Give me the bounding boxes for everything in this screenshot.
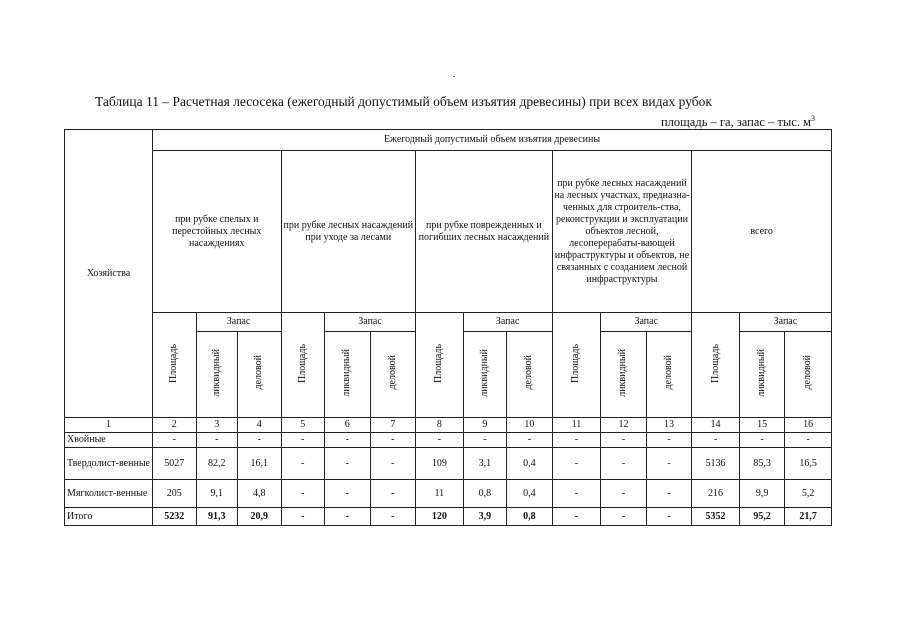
table-cell: 205 [153, 480, 197, 508]
liquid-header [739, 332, 785, 418]
liquid-header [463, 332, 507, 418]
business-header-label: деловой [663, 355, 675, 390]
row-name: Хвойные [65, 433, 153, 448]
liquid-header [325, 332, 371, 418]
group-header-thinning: при рубке лесных насаждений при уходе за лесами [281, 151, 416, 313]
table-cell: - [370, 508, 416, 526]
scan-speck [453, 76, 455, 77]
harvest-table [64, 129, 832, 526]
table-cell: 0,4 [507, 448, 553, 480]
table-cell: - [601, 448, 647, 480]
table-cell: - [646, 480, 692, 508]
table-cell: 5232 [153, 508, 197, 526]
table-cell: - [646, 448, 692, 480]
stock-header: Запас [196, 313, 281, 332]
table-cell: 5352 [692, 508, 740, 526]
table-cell: 91,3 [196, 508, 237, 526]
table-cell: - [552, 448, 601, 480]
table-cell: 0,8 [463, 480, 507, 508]
area-header [281, 313, 325, 418]
business-header-label: деловой [802, 355, 814, 390]
area-header-label: Площадь [168, 343, 180, 383]
header-row-groups [65, 151, 832, 313]
table-cell: 216 [692, 480, 740, 508]
col-number: 4 [238, 418, 282, 433]
area-header [552, 313, 601, 418]
col-number: 15 [739, 418, 785, 433]
table-cell: - [739, 433, 785, 448]
business-header [238, 332, 282, 418]
table-row [65, 448, 832, 480]
table-cell: 9,9 [739, 480, 785, 508]
table-cell: 16,5 [785, 448, 832, 480]
table-cell: - [196, 433, 237, 448]
area-header-label: Площадь [296, 343, 308, 383]
stock-header: Запас [739, 313, 831, 332]
table-row [65, 480, 832, 508]
table-cell: 5027 [153, 448, 197, 480]
table-cell: - [416, 433, 464, 448]
table-cell: - [325, 433, 371, 448]
stock-header: Запас [325, 313, 416, 332]
group-header-construction: при рубке лесных насаждений на лесных участках, предназна-ченных для строитель-ства, реконструкции и эксплуатации объектов лесной, лесоперерабаты-вающей инфраструктуры и объектов, не связанных с созданием лесной инфраструктуры [552, 151, 692, 313]
table-cell: - [281, 480, 325, 508]
table-cell: - [281, 508, 325, 526]
liquid-header-label: ликвидный [478, 348, 490, 397]
business-header-label: деловой [523, 355, 535, 390]
col-number: 11 [552, 418, 601, 433]
table-cell: - [646, 433, 692, 448]
area-header [692, 313, 740, 418]
table-cell: - [325, 448, 371, 480]
liquid-header [601, 332, 647, 418]
table-cell: - [463, 433, 507, 448]
table-cell: - [370, 480, 416, 508]
table-row-total [65, 508, 832, 526]
table-cell: - [552, 433, 601, 448]
col-number: 10 [507, 418, 553, 433]
liquid-header-label: ликвидный [341, 348, 353, 397]
row-name: Твердолист-венные [65, 448, 153, 480]
table-cell: 20,9 [238, 508, 282, 526]
table-cell: 5,2 [785, 480, 832, 508]
col-number: 8 [416, 418, 464, 433]
table-cell: 0,8 [507, 508, 553, 526]
table-cell: - [601, 433, 647, 448]
area-header-label: Площадь [570, 343, 582, 383]
business-header [646, 332, 692, 418]
table-row [65, 433, 832, 448]
liquid-header-label: ликвидный [210, 348, 222, 397]
row-name: Мягколист-венные [65, 480, 153, 508]
table-cell: 9,1 [196, 480, 237, 508]
group-header-damaged: при рубке поврежденных и погибших лесных насаждений [416, 151, 553, 313]
table-cell: - [507, 433, 553, 448]
col-number: 13 [646, 418, 692, 433]
top-header: Ежегодный допустимый объем изъятия древесины [153, 130, 832, 151]
area-header-label: Площадь [709, 343, 721, 383]
units-note [661, 114, 815, 130]
header-row-top [65, 130, 832, 151]
table-cell: 95,2 [739, 508, 785, 526]
units-superscript: 3 [811, 114, 815, 123]
business-header [785, 332, 832, 418]
table-cell: 3,1 [463, 448, 507, 480]
table-cell: 4,8 [238, 480, 282, 508]
area-header-label: Площадь [433, 343, 445, 383]
liquid-header [196, 332, 237, 418]
col-number: 1 [65, 418, 153, 433]
table-cell: - [601, 480, 647, 508]
table-cell: - [153, 433, 197, 448]
group-header-total: всего [692, 151, 832, 313]
table-cell: 0,4 [507, 480, 553, 508]
table-cell: - [281, 448, 325, 480]
col-number: 3 [196, 418, 237, 433]
group-header-mature: при рубке спелых и перестойных лесных насаждениях [153, 151, 281, 313]
header-row-stock [65, 313, 832, 332]
col-number: 7 [370, 418, 416, 433]
table-cell: - [325, 480, 371, 508]
table-cell: - [692, 433, 740, 448]
stock-header: Запас [463, 313, 552, 332]
column-number-row [65, 418, 832, 433]
table-caption: Таблица 11 – Расчетная лесосека (ежегодный допустимый объем изъятия древесины) при всех видах рубок [95, 94, 712, 109]
col-number: 12 [601, 418, 647, 433]
liquid-header-label: ликвидный [617, 348, 629, 397]
business-header-label: деловой [386, 355, 398, 390]
table-cell: - [646, 508, 692, 526]
col-number: 5 [281, 418, 325, 433]
area-header [416, 313, 464, 418]
table-cell: 5136 [692, 448, 740, 480]
table-cell: 120 [416, 508, 464, 526]
col-number: 16 [785, 418, 832, 433]
business-header [370, 332, 416, 418]
col-number: 14 [692, 418, 740, 433]
table-cell: 11 [416, 480, 464, 508]
area-header [153, 313, 197, 418]
table-cell: - [785, 433, 832, 448]
table-cell: 16,1 [238, 448, 282, 480]
table-cell: - [370, 448, 416, 480]
stock-header: Запас [601, 313, 692, 332]
table-cell: 85,3 [739, 448, 785, 480]
row-name: Итого [65, 508, 153, 526]
table-cell: - [325, 508, 371, 526]
business-header [507, 332, 553, 418]
farms-header: Хозяйства [65, 130, 153, 418]
table-cell: 109 [416, 448, 464, 480]
liquid-header-label: ликвидный [756, 348, 768, 397]
units-text: площадь – га, запас – тыс. м [660, 115, 811, 130]
table-cell: 21,7 [785, 508, 832, 526]
col-number: 6 [325, 418, 371, 433]
col-number: 2 [153, 418, 197, 433]
table-cell: - [281, 433, 325, 448]
table-cell: - [601, 508, 647, 526]
table-cell: - [552, 508, 601, 526]
table-cell: 3,9 [463, 508, 507, 526]
col-number: 9 [463, 418, 507, 433]
business-header-label: деловой [253, 355, 265, 390]
table-cell: - [370, 433, 416, 448]
table-cell: - [238, 433, 282, 448]
table-cell: 82,2 [196, 448, 237, 480]
table-cell: - [552, 480, 601, 508]
